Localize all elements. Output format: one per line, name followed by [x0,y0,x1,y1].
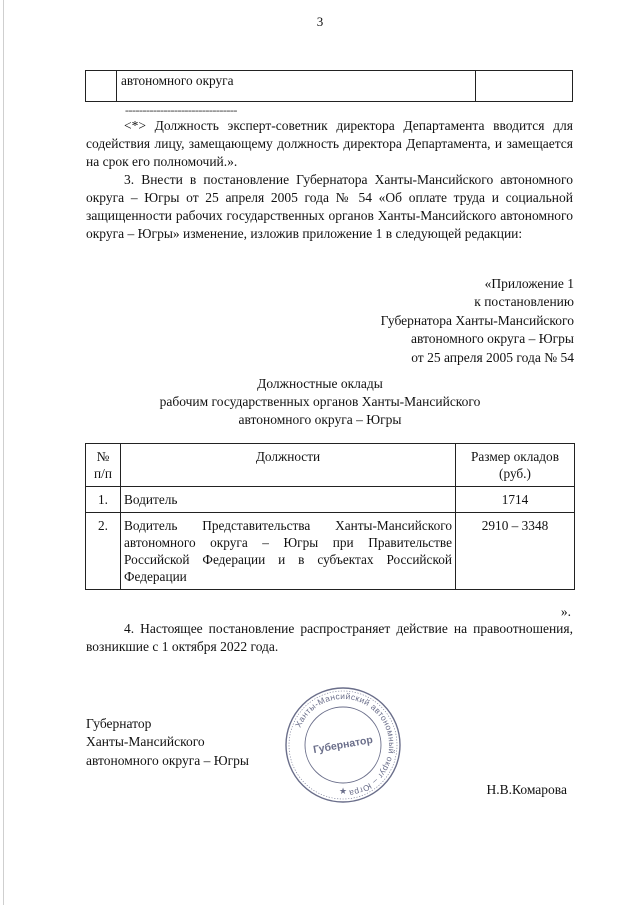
row-num: 1. [86,487,121,513]
scan-edge-line [3,0,4,905]
signature-line: Губернатор [86,716,152,731]
footnote-text: <*> Должность эксперт-советник директора Департамента вводится для содействия лицу, замещающему должность директора Департамента, и замещается на срок его полномочий.». [86,118,573,169]
appendix-line: Губернатора Ханты-Мансийского [380,312,574,328]
header-salary: Размер окладов (руб.) [456,444,575,487]
table-cell-text: автономного округа [117,71,476,102]
signature-line: автономного округа – Югры [86,752,249,768]
appendix-line: к постановлению [474,294,574,310]
signature-block [86,715,249,770]
page-number: 3 [316,14,324,29]
salary-title [0,375,640,429]
row-num: 2. [86,513,121,590]
header-num: № п/п [86,444,121,487]
stamp-ring-text: Ханты-Мансийский автономный округ – Югра [292,690,398,799]
salary-title-line: Должностные оклады [257,376,383,391]
stamp-center-text: Губернатор [312,733,374,757]
appendix-header [381,275,574,367]
table-row [86,71,573,102]
paragraph-3: 3. Внести в постановление Губернатора Ханты-Мансийского автономного округа – Югры от 25 апреля 2005 года № 54 «Об оплате труда и социальной защищенности рабочих государственных органов Ханты-Мансийского автономного округа – Югры» изменение, изложив приложение 1 в следующей редакции: [86,172,573,241]
top-table-fragment [85,70,573,102]
row-salary: 2910 – 3348 [456,513,575,590]
table-row [86,487,575,513]
appendix-line: автономного округа – Югры [411,331,574,347]
official-stamp [283,685,403,805]
paragraph-4: 4. Настоящее постановление распространяет действие на правоотношения, возникшие с 1 октября 2022 года. [86,621,573,654]
salary-table [85,443,575,590]
table-cell-empty [476,71,573,102]
table-row [86,513,575,590]
header-position: Должности [121,444,456,487]
row-salary: 1714 [456,487,575,513]
signatory-name: Н.В.Комарова [486,782,567,797]
closing-quote: ». [560,604,571,619]
row-position: Водитель [121,487,456,513]
salary-title-line: автономного округа – Югры [238,412,402,427]
salary-title-line: рабочим государственных органов Ханты-Мансийского [159,394,481,409]
footnote-separator: -------------------------------- [125,103,237,117]
stamp-star-icon: ★ [338,786,348,796]
table-header-row [86,444,575,487]
appendix-line: от 25 апреля 2005 года № 54 [411,349,574,365]
appendix-line: «Приложение 1 [484,276,574,291]
signature-line: Ханты-Мансийского [86,734,205,750]
row-position: Водитель Представительства Ханты-Мансийского автономного округа – Югры при Правительстве Российской Федерации и в субъектах Российской Федерации [121,513,456,590]
table-cell-empty [86,71,117,102]
